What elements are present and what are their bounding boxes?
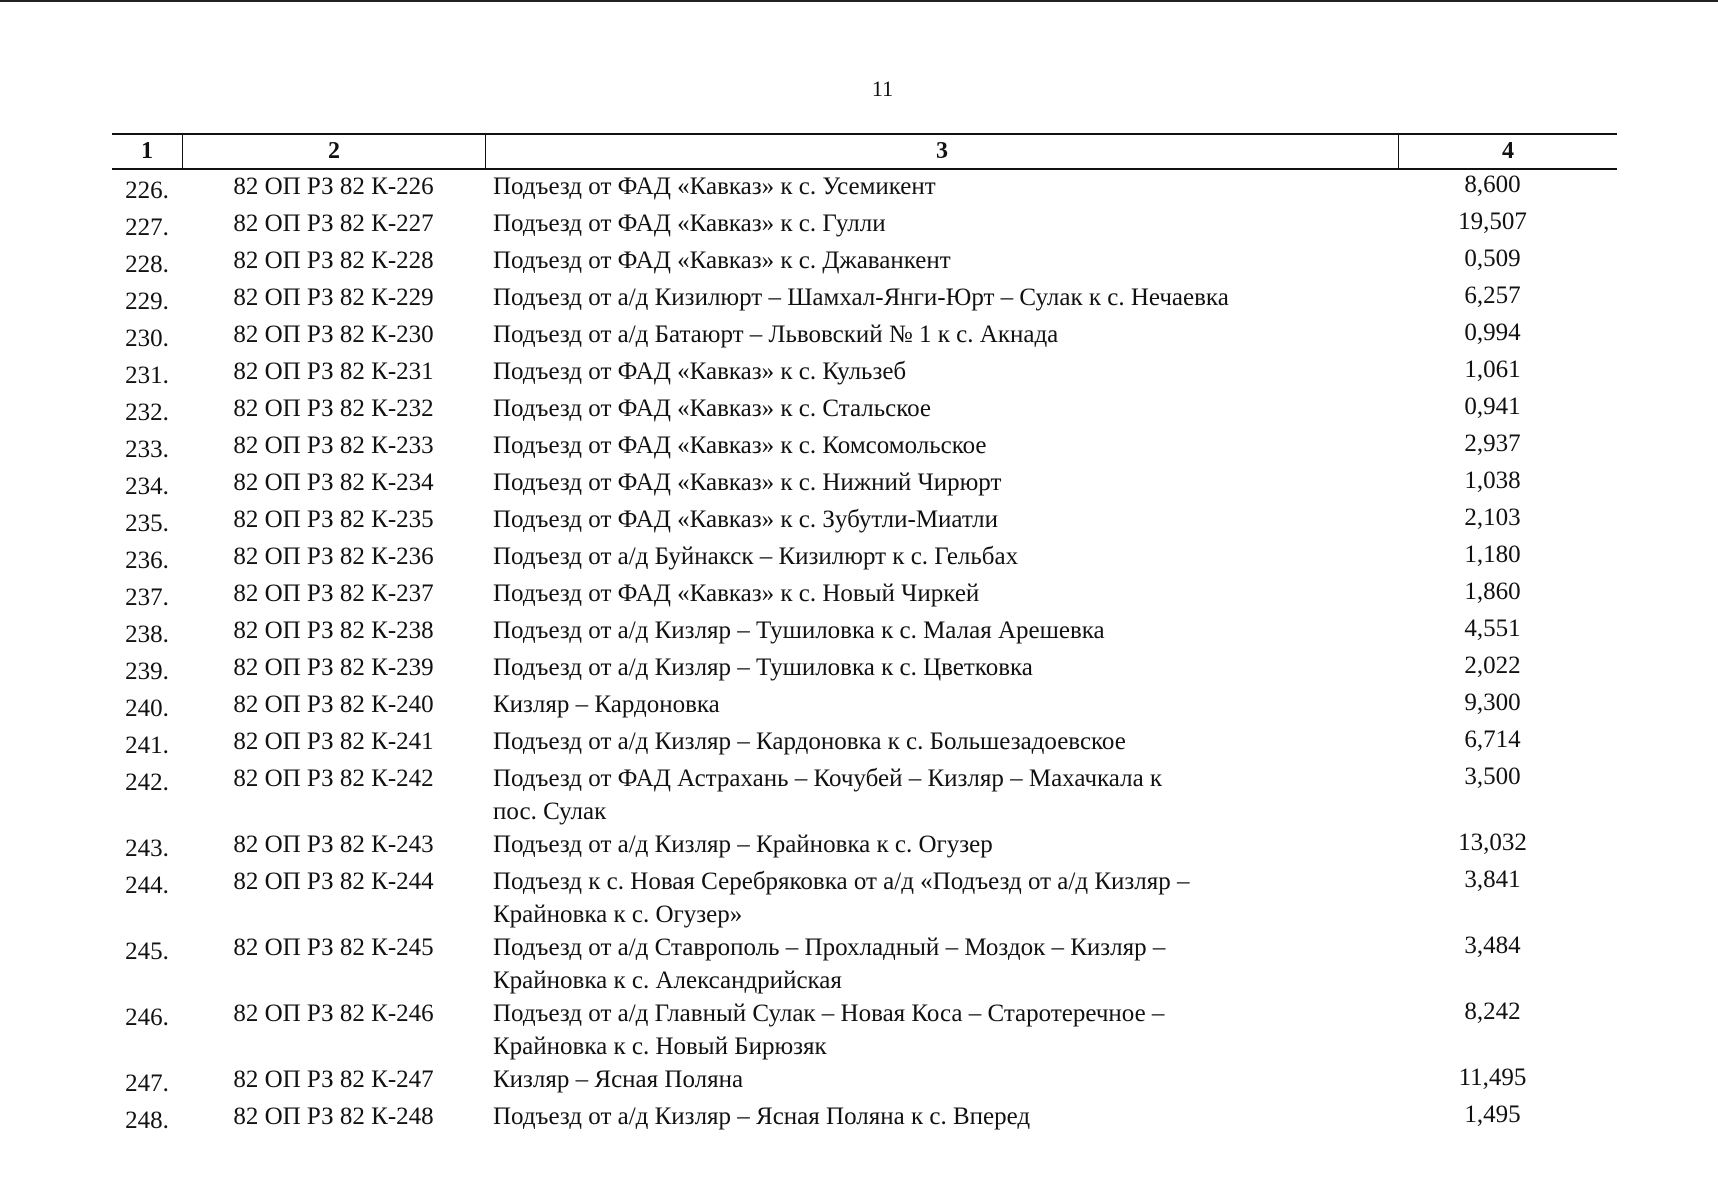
road-code: 82 ОП РЗ 82 К-228 — [233, 247, 434, 274]
row-number: 240. — [125, 695, 169, 722]
road-code: 82 ОП РЗ 82 К-236 — [233, 543, 434, 570]
road-length: 6,257 — [1464, 282, 1521, 309]
table-row — [112, 725, 1617, 762]
road-length: 8,600 — [1464, 171, 1521, 198]
road-length: 3,500 — [1464, 763, 1521, 790]
road-code: 82 ОП РЗ 82 К-234 — [233, 469, 434, 496]
row-number: 241. — [125, 732, 169, 759]
table-row — [112, 828, 1617, 865]
table-row — [112, 318, 1617, 355]
road-name: Подъезд от а/д Буйнакск – Кизилюрт к с. Гельбах — [493, 543, 1019, 570]
road-name: Подъезд от а/д Кизляр – Крайновка к с. Огузер — [493, 831, 993, 858]
table-row — [112, 865, 1617, 931]
row-number: 242. — [125, 769, 169, 796]
road-code: 82 ОП РЗ 82 К-247 — [233, 1066, 434, 1093]
road-length: 0,994 — [1464, 319, 1521, 346]
row-number: 229. — [125, 288, 169, 315]
header-col-2: 2 — [182, 135, 485, 168]
road-name: Подъезд от ФАД «Кавказ» к с. Джаванкент — [493, 247, 951, 274]
table-row — [112, 207, 1617, 244]
road-code: 82 ОП РЗ 82 К-239 — [233, 654, 434, 681]
road-length: 0,941 — [1464, 393, 1521, 420]
table-row — [112, 762, 1617, 828]
road-name: Кизляр – Ясная Поляна — [493, 1066, 744, 1093]
road-length: 2,103 — [1464, 504, 1521, 531]
road-name: Подъезд от ФАД «Кавказ» к с. Стальское — [493, 395, 932, 422]
row-number: 235. — [125, 510, 169, 537]
road-code: 82 ОП РЗ 82 К-248 — [233, 1103, 434, 1130]
road-length: 1,038 — [1464, 467, 1521, 494]
road-name: Подъезд от а/д Кизляр – Тушиловка к с. Цветковка — [493, 654, 1033, 681]
road-name: Подъезд от а/д Кизилюрт – Шамхал-Янги-Юрт – Сулак к с. Нечаевка — [493, 284, 1229, 311]
table-row — [112, 540, 1617, 577]
road-code: 82 ОП РЗ 82 К-246 — [233, 1000, 434, 1027]
road-code: 82 ОП РЗ 82 К-226 — [233, 173, 434, 200]
road-length: 1,860 — [1464, 578, 1521, 605]
table-row — [112, 931, 1617, 997]
road-name: Подъезд к с. Новая Серебряковка от а/д «Подъезд от а/д Кизляр – Крайновка к с. Огузер» — [493, 868, 1190, 928]
row-number: 247. — [125, 1070, 169, 1097]
table-row — [112, 466, 1617, 503]
road-length: 2,022 — [1464, 652, 1521, 679]
road-name: Подъезд от ФАД «Кавказ» к с. Гулли — [493, 210, 886, 237]
road-code: 82 ОП РЗ 82 К-229 — [233, 284, 434, 311]
road-code: 82 ОП РЗ 82 К-231 — [233, 358, 434, 385]
road-name: Подъезд от ФАД «Кавказ» к с. Кульзеб — [493, 358, 907, 385]
table-row — [112, 281, 1617, 318]
table-header-row — [112, 133, 1617, 170]
road-length: 1,061 — [1464, 356, 1521, 383]
table-row — [112, 503, 1617, 540]
roads-table — [112, 133, 1617, 1137]
road-name: Подъезд от ФАД «Кавказ» к с. Усемикент — [493, 173, 936, 200]
road-code: 82 ОП РЗ 82 К-230 — [233, 321, 434, 348]
road-name: Подъезд от а/д Ставрополь – Прохладный – Моздок – Кизляр – Крайновка к с. Александрийская — [493, 934, 1166, 994]
road-name: Подъезд от а/д Кизляр – Ясная Поляна к с. Вперед — [493, 1103, 1031, 1130]
road-length: 3,484 — [1464, 932, 1521, 959]
road-length: 3,841 — [1464, 866, 1521, 893]
road-length: 13,032 — [1458, 829, 1527, 856]
road-name: Подъезд от а/д Главный Сулак – Новая Коса – Старотеречное – Крайновка к с. Новый Бирюзяк — [493, 1000, 1165, 1060]
road-code: 82 ОП РЗ 82 К-242 — [233, 765, 434, 792]
table-row — [112, 170, 1617, 207]
header-col-3: 3 — [485, 135, 1398, 168]
row-number: 232. — [125, 399, 169, 426]
road-name: Подъезд от ФАД «Кавказ» к с. Зубутли-Миатли — [493, 506, 999, 533]
road-name: Подъезд от ФАД «Кавказ» к с. Комсомольское — [493, 432, 987, 459]
road-code: 82 ОП РЗ 82 К-227 — [233, 210, 434, 237]
row-number: 248. — [125, 1107, 169, 1134]
row-number: 226. — [125, 177, 169, 204]
road-name: Подъезд от а/д Кизляр – Тушиловка к с. Малая Арешевка — [493, 617, 1105, 644]
row-number: 243. — [125, 835, 169, 862]
row-number: 231. — [125, 362, 169, 389]
road-length: 6,714 — [1464, 726, 1521, 753]
road-code: 82 ОП РЗ 82 К-235 — [233, 506, 434, 533]
road-length: 19,507 — [1458, 208, 1527, 235]
header-col-1: 1 — [141, 138, 153, 164]
table-row — [112, 1100, 1617, 1137]
top-border-rule — [0, 0, 1718, 2]
row-number: 233. — [125, 436, 169, 463]
row-number: 236. — [125, 547, 169, 574]
road-name: Кизляр – Кардоновка — [493, 691, 720, 718]
road-length: 1,180 — [1464, 541, 1521, 568]
row-number: 230. — [125, 325, 169, 352]
road-length: 4,551 — [1464, 615, 1521, 642]
road-length: 8,242 — [1464, 998, 1521, 1025]
row-number: 237. — [125, 584, 169, 611]
road-code: 82 ОП РЗ 82 К-245 — [233, 934, 434, 961]
road-code: 82 ОП РЗ 82 К-233 — [233, 432, 434, 459]
row-number: 244. — [125, 872, 169, 899]
road-code: 82 ОП РЗ 82 К-244 — [233, 868, 434, 895]
road-length: 2,937 — [1464, 430, 1521, 457]
row-number: 227. — [125, 214, 169, 241]
table-row — [112, 577, 1617, 614]
header-col-4: 4 — [1398, 135, 1617, 168]
row-number: 234. — [125, 473, 169, 500]
road-code: 82 ОП РЗ 82 К-241 — [233, 728, 434, 755]
table-row — [112, 429, 1617, 466]
road-code: 82 ОП РЗ 82 К-232 — [233, 395, 434, 422]
road-code: 82 ОП РЗ 82 К-243 — [233, 831, 434, 858]
road-name: Подъезд от а/д Кизляр – Кардоновка к с. Большезадоевское — [493, 728, 1126, 755]
road-length: 1,495 — [1464, 1101, 1521, 1128]
road-code: 82 ОП РЗ 82 К-238 — [233, 617, 434, 644]
table-body — [112, 170, 1617, 1137]
table-row — [112, 244, 1617, 281]
road-name: Подъезд от ФАД «Кавказ» к с. Нижний Чирюрт — [493, 469, 1002, 496]
road-length: 11,495 — [1458, 1064, 1527, 1091]
table-row — [112, 688, 1617, 725]
row-number: 228. — [125, 251, 169, 278]
row-number: 238. — [125, 621, 169, 648]
road-length: 9,300 — [1464, 689, 1521, 716]
row-number: 246. — [125, 1004, 169, 1031]
road-code: 82 ОП РЗ 82 К-237 — [233, 580, 434, 607]
table-row — [112, 1063, 1617, 1100]
road-code: 82 ОП РЗ 82 К-240 — [233, 691, 434, 718]
table-row — [112, 614, 1617, 651]
road-name: Подъезд от а/д Батаюрт – Львовский № 1 к с. Акнада — [493, 321, 1059, 348]
table-row — [112, 355, 1617, 392]
row-number: 245. — [125, 938, 169, 965]
road-length: 0,509 — [1464, 245, 1521, 272]
page-number: 11 — [871, 76, 894, 101]
table-row — [112, 392, 1617, 429]
table-row — [112, 997, 1617, 1063]
road-name: Подъезд от ФАД Астрахань – Кочубей – Кизляр – Махачкала к пос. Сулак — [493, 765, 1163, 825]
table-row — [112, 651, 1617, 688]
road-name: Подъезд от ФАД «Кавказ» к с. Новый Чиркей — [493, 580, 980, 607]
row-number: 239. — [125, 658, 169, 685]
